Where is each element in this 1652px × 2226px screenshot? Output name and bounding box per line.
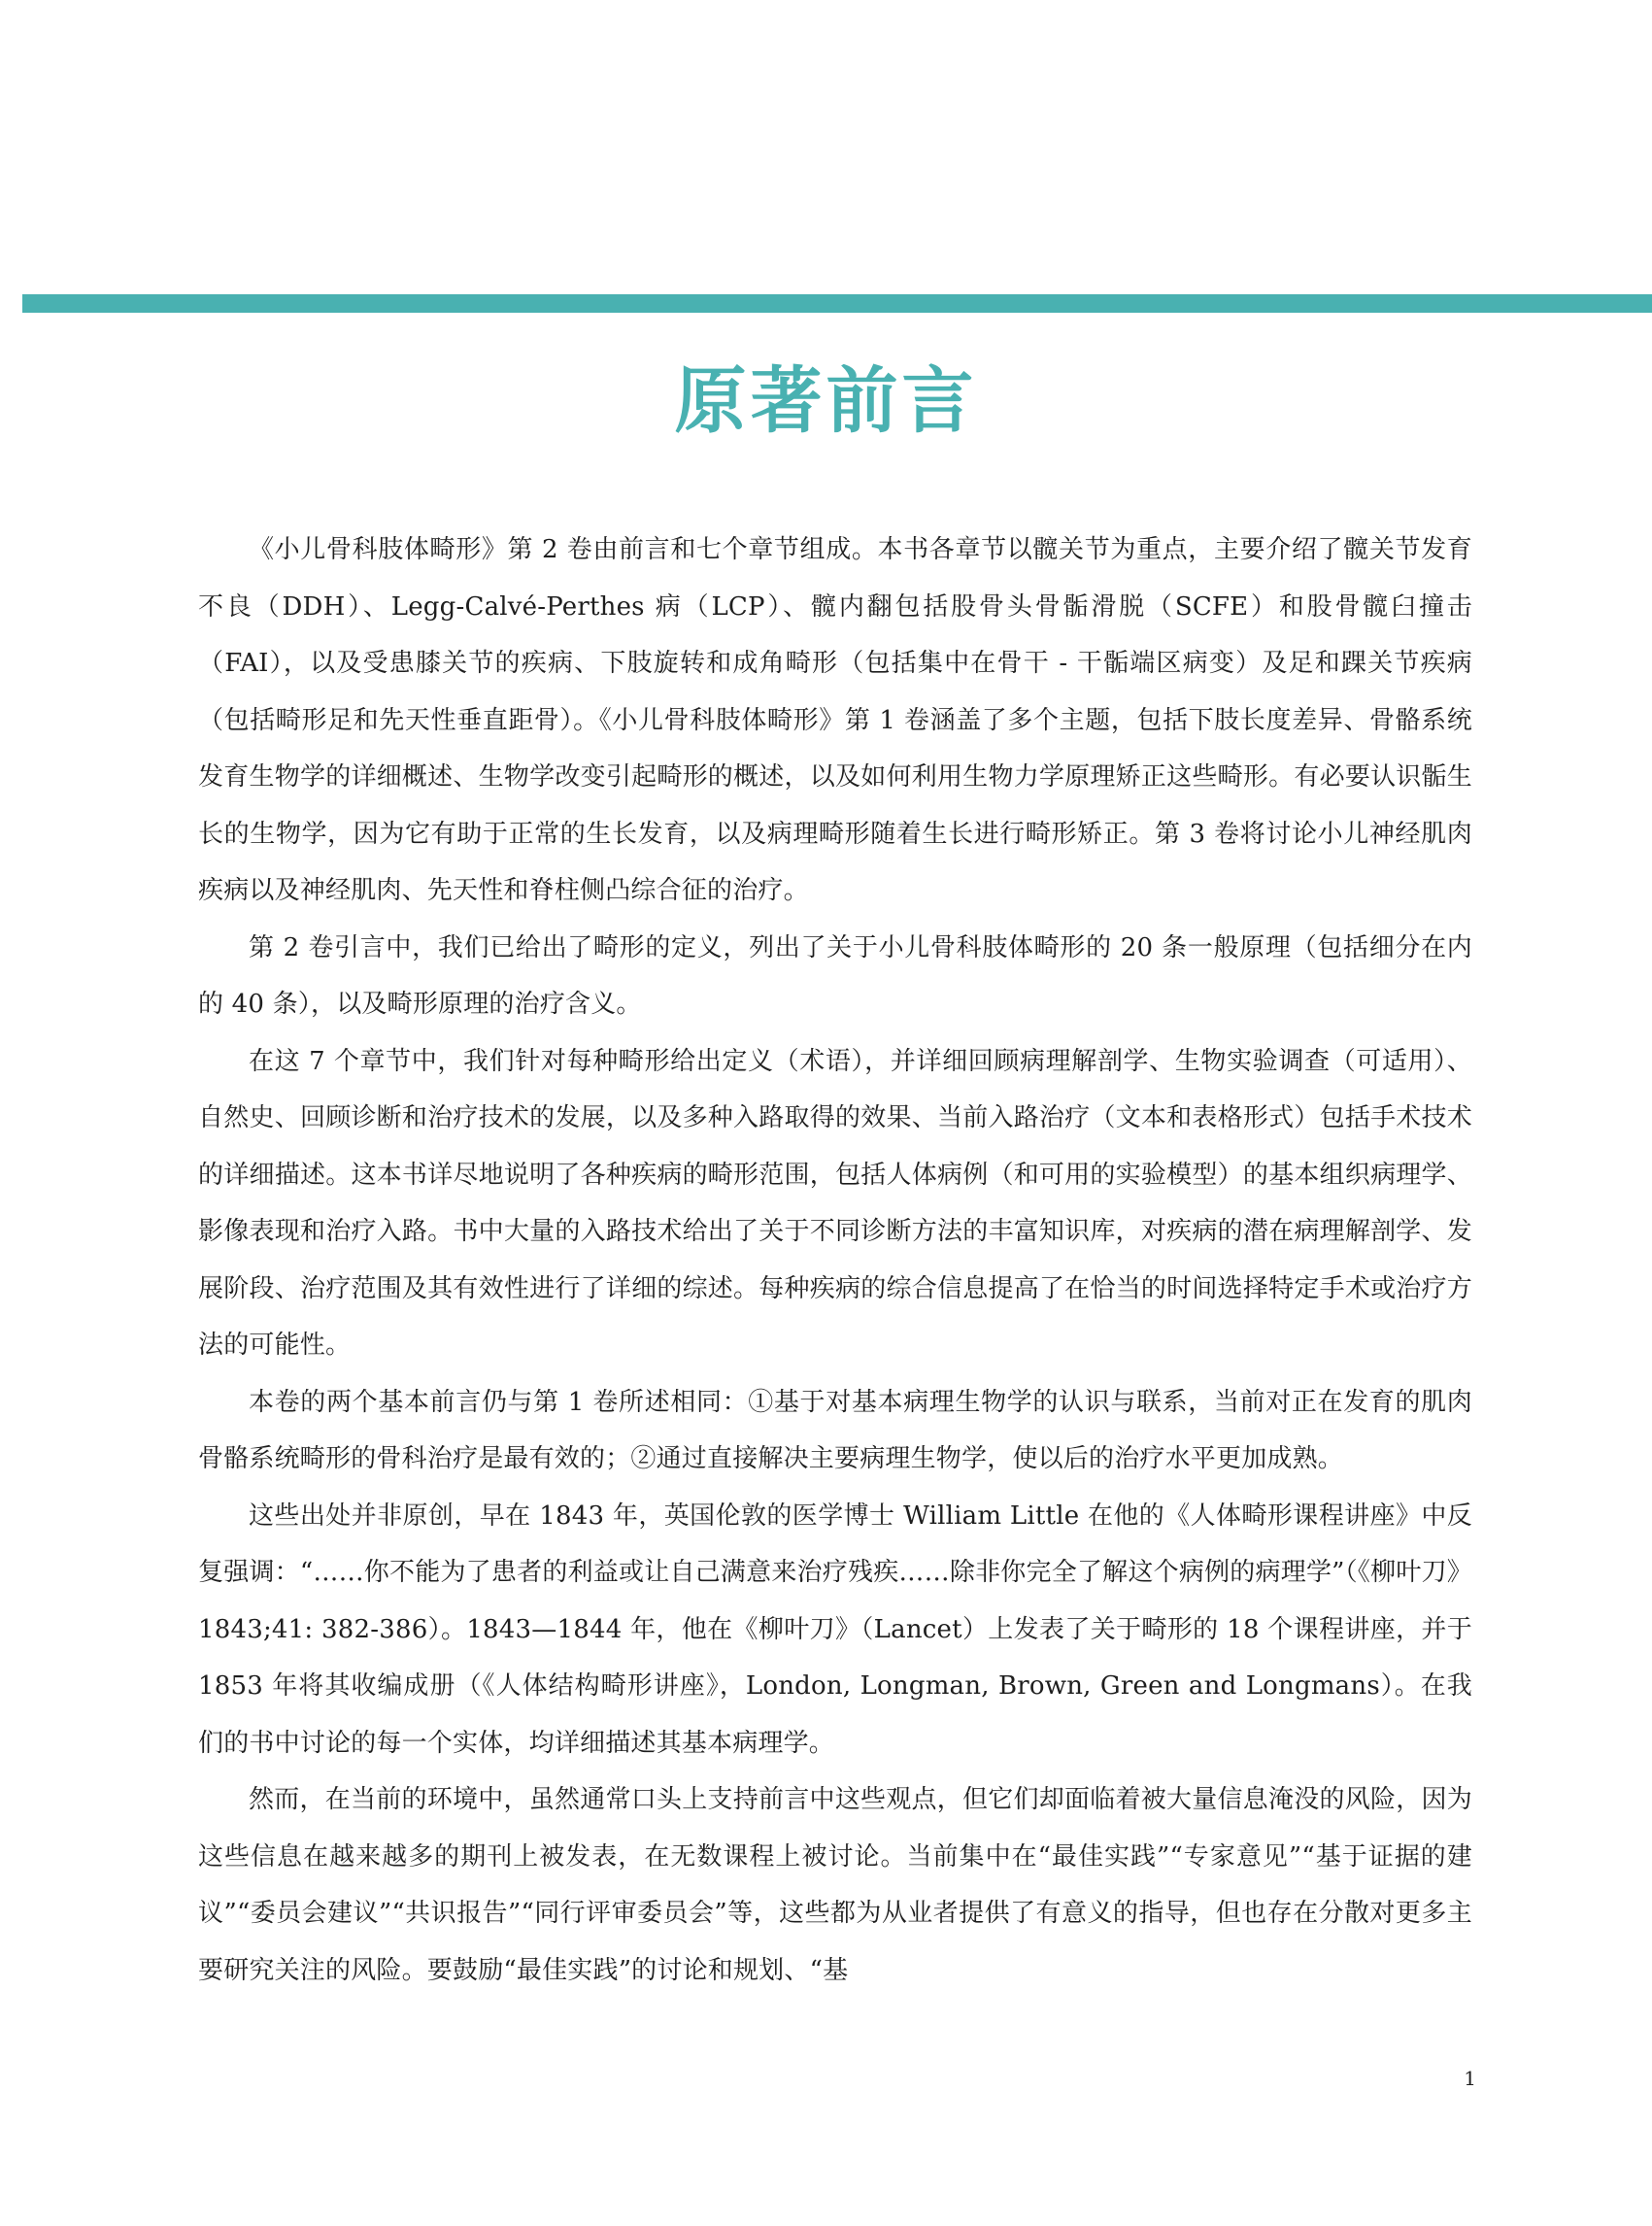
paragraph-5: 这些出处并非原创，早在 1843 年，英国伦敦的医学博士 William Little 在他的《人体畸形课程讲座》中反复强调：“……你不能为了患者的利益或让自己满意来治疗残疾……除非你完全了解这个病例的病理学”（《柳叶刀》1843;41: 382-386）。1843—1844 年，他在《柳叶刀》（Lancet）上发表了关于畸形的 18 个课程讲座，并于 1853 年将其收编成册（《人体结构畸形讲座》，London, Longman, Brown, Green and Longmans）。在我们的书中讨论的每一个实体，均详细描述其基本病理学。 [198,1501,1472,1758]
paragraph-3: 在这 7 个章节中，我们针对每种畸形给出定义（术语），并详细回顾病理解剖学、生物实验调查（可适用）、自然史、回顾诊断和治疗技术的发展，以及多种入路取得的效果、当前入路治疗（文本和表格形式）包括手术技术的详细描述。这本书详尽地说明了各种疾病的畸形范围，包括人体病例（和可用的实验模型）的基本组织病理学、影像表现和治疗入路。书中大量的入路技术给出了关于不同诊断方法的丰富知识库，对疾病的潜在病理解剖学、发展阶段、治疗范围及其有效性进行了详细的综述。每种疾病的综合信息提高了在恰当的时间选择特定手术或治疗方法的可能性。 [198,1046,1472,1360]
paragraph-4: 本卷的两个基本前言仍与第 1 卷所述相同：①基于对基本病理生物学的认识与联系，当前对正在发育的肌肉骨骼系统畸形的骨科治疗是最有效的；②通过直接解决主要病理生物学，使以后的治疗水平更加成熟。 [198,1387,1472,1473]
body-text [198,522,1472,1999]
page-title: 原著前言 [674,359,978,443]
paragraph-2: 第 2 卷引言中，我们已给出了畸形的定义，列出了关于小儿骨科肢体畸形的 20 条一般原理（包括细分在内的 40 条），以及畸形原理的治疗含义。 [198,932,1472,1019]
page-number: 1 [1464,2067,1476,2090]
paragraph-1: 《小儿骨科肢体畸形》第 2 卷由前言和七个章节组成。本书各章节以髋关节为重点，主要介绍了髋关节发育不良（DDH）、Legg-Calvé-Perthes 病（LCP）、髋内翻包括股骨头骨骺滑脱（SCFE）和股骨髋臼撞击（FAI），以及受患膝关节的疾病、下肢旋转和成角畸形（包括集中在骨干 - 干骺端区病变）及足和踝关节疾病（包括畸形足和先天性垂直距骨）。《小儿骨科肢体畸形》第 1 卷涵盖了多个主题，包括下肢长度差异、骨骼系统发育生物学的详细概述、生物学改变引起畸形的概述，以及如何利用生物力学原理矫正这些畸形。有必要认识骺生长的生物学，因为它有助于正常的生长发育，以及病理畸形随着生长进行畸形矫正。第 3 卷将讨论小儿神经肌肉疾病以及神经肌肉、先天性和脊柱侧凸综合征的治疗。 [198,535,1472,905]
paragraph-6: 然而，在当前的环境中，虽然通常口头上支持前言中这些观点，但它们却面临着被大量信息淹没的风险，因为这些信息在越来越多的期刊上被发表，在无数课程上被讨论。当前集中在“最佳实践”“专家意见”“基于证据的建议”“委员会建议”“共识报告”“同行评审委员会”等，这些都为从业者提供了有意义的指导，但也存在分散对更多主要研究关注的风险。要鼓励“最佳实践”的讨论和规划、“基 [198,1785,1472,1985]
header-accent-bar [22,294,1652,313]
